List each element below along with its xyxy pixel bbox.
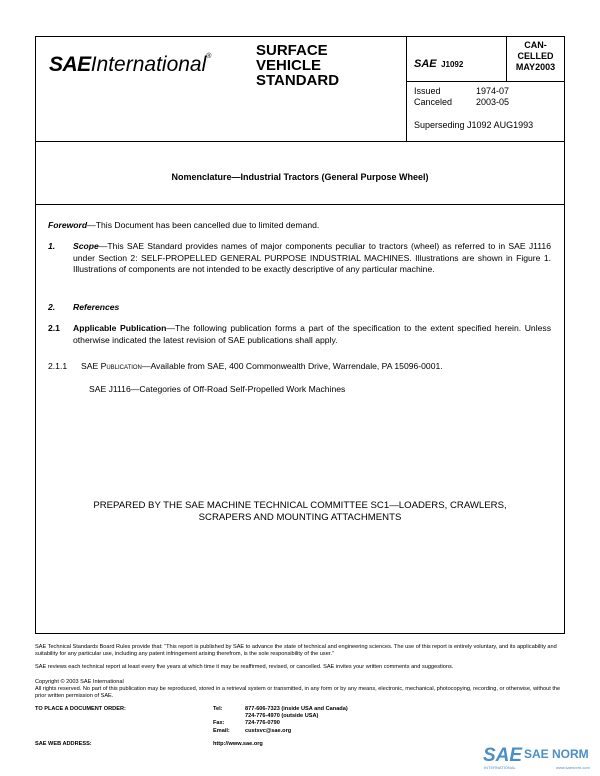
section-1-number: 1. bbox=[48, 241, 56, 251]
doc-number-block bbox=[414, 54, 463, 72]
status-line3: MAY2003 bbox=[515, 62, 556, 72]
header-divider-1 bbox=[406, 36, 407, 141]
applicable-text: —The following publication forms a part of the specification to the extent specified herein. Unless otherwise indicated the latest revision of SAE publications shall apply. bbox=[73, 323, 551, 345]
prepared-line1: PREPARED BY THE SAE MACHINE TECHNICAL COMMITTEE SC1—LOADERS, CRAWLERS, bbox=[93, 500, 507, 511]
standard-type bbox=[256, 43, 339, 88]
tel-inside: 877-606-7323 (inside USA and Canada) bbox=[245, 706, 348, 712]
scope-label: Scope bbox=[73, 241, 99, 251]
sae-international-logo bbox=[49, 53, 211, 77]
footer-rights: All rights reserved. No part of this publication may be reproduced, stored in a retrieval system or transmitted, in any form or by any means, electronic, mechanical, photocopying, recording, or otherwise, without the prior written permission of SAE. bbox=[35, 686, 561, 700]
norm-logo-sae: SAE bbox=[483, 745, 523, 766]
scope-text: —This SAE Standard provides names of major components peculiar to tractors (wheel) as referred to in SAE J1116 under Section 2: SELF-PROPELLED GENERAL PURPOSE INDUSTRIAL MACHINES. Illustrations are shown in Figure 1. Illustrations of components are not intended to be exactly descriptive of any particular machine. bbox=[73, 241, 551, 274]
title-rule bbox=[35, 204, 565, 205]
email-address: custsvc@sae.org bbox=[245, 727, 292, 734]
order-label: TO PLACE A DOCUMENT ORDER: bbox=[35, 706, 126, 712]
section-2-1-number: 2.1 bbox=[48, 323, 60, 333]
footer-review: SAE reviews each technical report at least every five years at which time it may be reaffirmed, revised, or cancelled. SAE invites your written comments and suggestions. bbox=[35, 664, 454, 670]
prepared-line2: SCRAPERS AND MOUNTING ATTACHMENTS bbox=[198, 512, 402, 523]
footer-rules: SAE Technical Standards Board Rules provide that: “This report is published by SAE to advance the state of technical and engineering sciences. The use of this report is entirely voluntary, and its applicability and suitability for any particular use, including any patent infringement arising therefrom, is the sole responsibility of the user.” bbox=[35, 644, 557, 658]
email-label: Email: bbox=[213, 727, 230, 734]
sae-norm-logo bbox=[482, 742, 597, 772]
document-title: Nomenclature—Industrial Tractors (General Purpose Wheel) bbox=[171, 172, 429, 182]
section-1-scope bbox=[73, 241, 551, 276]
sae-publication-label: SAE Publication bbox=[81, 361, 142, 371]
issued-row bbox=[414, 86, 509, 96]
section-2-heading: References bbox=[73, 302, 120, 312]
applicable-label: Applicable Publication bbox=[73, 323, 167, 333]
section-2-1-1-number: 2.1.1 bbox=[48, 361, 68, 371]
header-rule-2 bbox=[35, 141, 565, 142]
status-line2: CELLED bbox=[517, 51, 554, 61]
tel-outside: 724-776-4970 (outside USA) bbox=[245, 713, 319, 720]
superseding-note: Superseding J1092 AUG1993 bbox=[414, 120, 534, 130]
standard-type-line1: SURFACE bbox=[256, 42, 328, 59]
reference-j1116: SAE J1116—Categories of Off-Road Self-Propelled Work Machines bbox=[89, 384, 346, 394]
foreword-label: Foreword bbox=[48, 220, 88, 230]
prepared-by bbox=[35, 500, 565, 524]
standard-type-line3: STANDARD bbox=[256, 72, 340, 89]
web-label: SAE WEB ADDRESS: bbox=[35, 741, 92, 747]
tel-label: Tel: bbox=[213, 706, 223, 712]
section-2-1-1-sae-publication bbox=[81, 361, 551, 373]
logo-sae-wordmark: SAE bbox=[49, 53, 91, 76]
header-rule-1 bbox=[406, 81, 565, 82]
norm-logo-sub-left: INTERNATIONAL bbox=[484, 765, 516, 770]
sae-publication-text: —Available from SAE, 400 Commonwealth Drive, Warrendale, PA 15096-0001. bbox=[141, 361, 443, 371]
logo-registered-mark: ® bbox=[206, 53, 212, 60]
issued-value: 1974-07 bbox=[476, 86, 510, 96]
section-2-1-applicable bbox=[73, 323, 551, 346]
footer-copyright: Copyright © 2003 SAE International bbox=[35, 679, 124, 685]
status-line1: CAN- bbox=[524, 40, 547, 50]
foreword-text: —This Document has been cancelled due to limited demand. bbox=[87, 220, 320, 230]
cancelled-status bbox=[506, 40, 565, 73]
web-address: http://www.sae.org bbox=[213, 741, 263, 747]
canceled-value: 2003-05 bbox=[476, 97, 510, 107]
section-2-number: 2. bbox=[48, 302, 56, 312]
fax-number: 724-776-0790 bbox=[245, 720, 280, 727]
doc-number: J1092 bbox=[441, 60, 464, 69]
logo-international-wordmark: International bbox=[90, 53, 207, 76]
issued-label: Issued bbox=[414, 86, 441, 96]
fax-label: Fax: bbox=[213, 720, 225, 727]
doc-sae-mark: SAE bbox=[414, 58, 437, 70]
foreword bbox=[48, 220, 551, 232]
norm-logo-text: SAE NORM bbox=[524, 747, 589, 761]
canceled-row bbox=[414, 97, 509, 107]
order-contacts bbox=[213, 706, 348, 735]
canceled-label: Canceled bbox=[414, 97, 453, 107]
norm-logo-sub-right: www.saenorm.com bbox=[556, 765, 590, 770]
standard-type-line2: VEHICLE bbox=[256, 57, 322, 74]
